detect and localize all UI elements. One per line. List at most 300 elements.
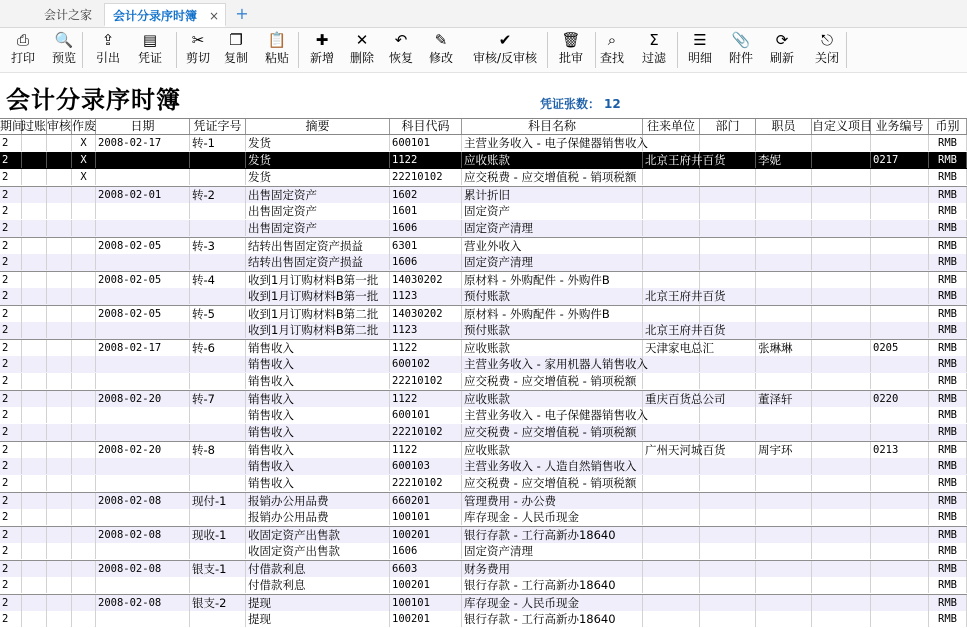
table-cell: 收到1月订购材料B第二批 bbox=[246, 322, 390, 338]
table-cell: 2 bbox=[0, 577, 22, 593]
table-cell bbox=[47, 595, 72, 611]
toolbar-button-2[interactable] bbox=[88, 30, 128, 70]
table-cell bbox=[643, 407, 700, 423]
table-cell: 出售固定资产 bbox=[246, 220, 390, 236]
table-cell: 北京王府井百货 bbox=[645, 323, 726, 337]
column-header[interactable]: 科目代码 bbox=[390, 119, 462, 134]
table-cell: 14030202 bbox=[390, 306, 462, 322]
table-cell: 2008-02-17 bbox=[96, 135, 190, 151]
table-cell: 1122 bbox=[390, 391, 462, 407]
table-cell bbox=[756, 493, 812, 509]
table-cell: 报销办公用品费 bbox=[246, 493, 390, 509]
toolbar-button-label: 附件 bbox=[728, 51, 753, 65]
table-cell bbox=[72, 561, 96, 577]
table-cell bbox=[47, 254, 72, 270]
table-row[interactable] bbox=[0, 135, 967, 152]
add-tab-icon[interactable]: + bbox=[235, 4, 249, 23]
toolbar-button-18[interactable] bbox=[802, 30, 852, 70]
table-cell bbox=[812, 595, 871, 611]
table-cell: 22210102 bbox=[390, 424, 462, 440]
table-row[interactable] bbox=[0, 220, 967, 237]
tab-close-icon[interactable]: × bbox=[208, 9, 219, 23]
printer-icon: ⎙ bbox=[16, 31, 29, 49]
table-cell bbox=[22, 424, 47, 440]
table-cell bbox=[47, 543, 72, 559]
table-cell bbox=[22, 306, 47, 322]
table-row[interactable] bbox=[0, 339, 967, 356]
column-header[interactable]: 作废 bbox=[72, 119, 97, 133]
table-cell: 主营业务收入 - 电子保健器销售收入 bbox=[464, 136, 648, 150]
table-cell: 转-3 bbox=[190, 238, 246, 254]
table-cell: RMB bbox=[929, 306, 967, 322]
toolbar-button-label: 批审 bbox=[558, 51, 583, 65]
table-cell bbox=[756, 543, 812, 559]
table-cell: 付借款利息 bbox=[246, 561, 390, 577]
table-cell: 22210102 bbox=[390, 169, 462, 185]
table-cell bbox=[72, 527, 96, 543]
table-cell bbox=[190, 509, 246, 525]
table-cell bbox=[812, 543, 871, 559]
table-cell bbox=[643, 509, 700, 525]
table-cell bbox=[47, 306, 72, 322]
toolbar-button-1[interactable] bbox=[42, 30, 86, 70]
table-cell: 2008-02-20 bbox=[96, 391, 190, 407]
table-cell bbox=[72, 238, 96, 254]
toolbar-button-label: 明细 bbox=[687, 51, 712, 65]
table-cell bbox=[22, 238, 47, 254]
table-cell bbox=[871, 254, 929, 270]
table-row[interactable] bbox=[0, 322, 967, 339]
table-cell bbox=[756, 475, 812, 491]
table-cell bbox=[72, 442, 96, 458]
table-cell bbox=[700, 254, 756, 270]
toolbar-button-label: 复制 bbox=[223, 51, 248, 65]
table-cell: 库存现金 - 人民币现金 bbox=[462, 595, 643, 611]
toolbar bbox=[0, 28, 967, 73]
column-header[interactable]: 业务编号 bbox=[871, 119, 929, 134]
table-cell bbox=[96, 611, 190, 627]
toolbar-button-label: 剪切 bbox=[185, 51, 210, 65]
table-cell: 北京王府井百货 bbox=[645, 289, 726, 303]
table-cell: 2 bbox=[0, 458, 22, 474]
table-cell bbox=[96, 288, 190, 304]
table-cell: 2 bbox=[0, 493, 22, 509]
table-cell bbox=[22, 458, 47, 474]
table-cell: RMB bbox=[929, 169, 967, 185]
table-cell: 出售固定资产 bbox=[246, 187, 390, 203]
table-cell: 原材料 - 外购配件 - 外购件B bbox=[462, 306, 643, 322]
table-cell bbox=[756, 458, 812, 474]
toolbar-button-4[interactable] bbox=[180, 30, 216, 70]
table-cell bbox=[756, 288, 812, 304]
table-cell bbox=[871, 187, 929, 203]
table-cell: 2008-02-05 bbox=[96, 272, 190, 288]
table-cell bbox=[22, 407, 47, 423]
table-cell bbox=[871, 527, 929, 543]
table-cell bbox=[643, 424, 700, 440]
table-cell bbox=[756, 577, 812, 593]
table-cell bbox=[22, 391, 47, 407]
table-cell bbox=[643, 561, 700, 577]
table-cell bbox=[96, 543, 190, 559]
table-cell bbox=[812, 611, 871, 627]
table-cell: 银支-2 bbox=[190, 595, 246, 611]
table-cell: 主营业务收入 - 家用机器人销售收入 bbox=[464, 357, 648, 371]
table-cell bbox=[643, 527, 700, 543]
table-cell bbox=[72, 187, 96, 203]
tab-journal-register[interactable] bbox=[104, 3, 226, 27]
table-row[interactable] bbox=[0, 560, 967, 577]
audit-button[interactable] bbox=[466, 30, 544, 70]
table-cell bbox=[190, 288, 246, 304]
table-cell: 2 bbox=[0, 135, 22, 151]
table-cell bbox=[812, 238, 871, 254]
table-cell: 管理费用 - 办公费 bbox=[462, 493, 643, 509]
table-cell bbox=[812, 272, 871, 288]
toolbar-button-5[interactable] bbox=[216, 30, 256, 70]
table-row[interactable] bbox=[0, 543, 967, 560]
table-cell bbox=[871, 475, 929, 491]
table-cell bbox=[700, 373, 756, 389]
table-cell: 收固定资产出售款 bbox=[246, 527, 390, 543]
table-cell: RMB bbox=[929, 561, 967, 577]
table-cell bbox=[22, 187, 47, 203]
toolbar-separator bbox=[82, 32, 83, 68]
table-row[interactable] bbox=[0, 186, 967, 203]
voucher-count-value: 12 bbox=[604, 97, 621, 111]
table-cell bbox=[812, 254, 871, 270]
table-cell: 2008-02-01 bbox=[96, 187, 190, 203]
table-cell: 600101 bbox=[390, 407, 462, 423]
column-header[interactable]: 往来单位 bbox=[643, 119, 700, 134]
table-cell: 2 bbox=[0, 322, 22, 338]
table-cell bbox=[47, 135, 72, 151]
table-cell: 应收账款 bbox=[462, 152, 643, 168]
table-row[interactable] bbox=[0, 424, 967, 441]
table-cell bbox=[812, 340, 871, 356]
table-cell bbox=[22, 611, 47, 627]
table-cell bbox=[72, 493, 96, 509]
table-cell: 100101 bbox=[390, 509, 462, 525]
toolbar-button-16[interactable] bbox=[720, 30, 762, 70]
table-cell: 北京王府井百货 bbox=[645, 153, 726, 167]
table-cell bbox=[22, 373, 47, 389]
delete-icon: ✕ bbox=[355, 31, 369, 49]
table-cell bbox=[47, 561, 72, 577]
table-cell bbox=[812, 442, 871, 458]
table-cell: 2 bbox=[0, 272, 22, 288]
table-cell: 现收-1 bbox=[190, 527, 246, 543]
table-cell bbox=[643, 187, 700, 203]
table-cell bbox=[812, 135, 871, 151]
table-cell: 广州天河城百货 bbox=[645, 443, 726, 457]
toolbar-button-10[interactable] bbox=[420, 30, 462, 70]
table-cell: 1122 bbox=[390, 152, 462, 168]
table-cell bbox=[812, 169, 871, 185]
table-cell: 2008-02-05 bbox=[96, 306, 190, 322]
table-row[interactable] bbox=[0, 271, 967, 288]
table-cell bbox=[47, 220, 72, 236]
table-cell bbox=[72, 288, 96, 304]
scissors-icon: ✂ bbox=[191, 31, 205, 49]
table-cell bbox=[96, 152, 190, 168]
table-row[interactable] bbox=[0, 390, 967, 407]
toolbar-button-3[interactable] bbox=[130, 30, 170, 70]
toolbar-button-8[interactable] bbox=[342, 30, 382, 70]
table-cell: 2 bbox=[0, 187, 22, 203]
table-cell: 重庆百货总公司 bbox=[645, 392, 726, 406]
table-cell bbox=[47, 577, 72, 593]
table-cell bbox=[643, 595, 700, 611]
table-row[interactable] bbox=[0, 458, 967, 475]
table-cell bbox=[190, 424, 246, 440]
table-cell bbox=[700, 322, 756, 338]
table-cell bbox=[871, 356, 929, 372]
table-cell bbox=[643, 356, 700, 372]
table-cell: 银支-1 bbox=[190, 561, 246, 577]
table-cell bbox=[812, 322, 871, 338]
table-cell bbox=[72, 595, 96, 611]
table-cell: RMB bbox=[929, 458, 967, 474]
table-cell bbox=[812, 475, 871, 491]
table-cell bbox=[190, 220, 246, 236]
tab-bar bbox=[0, 0, 967, 28]
table-row[interactable] bbox=[0, 577, 967, 594]
table-row[interactable] bbox=[0, 526, 967, 543]
table-cell: X bbox=[72, 169, 96, 185]
table-cell bbox=[47, 288, 72, 304]
table-cell bbox=[700, 475, 756, 491]
table-cell bbox=[47, 340, 72, 356]
table-cell: RMB bbox=[929, 187, 967, 203]
table-cell: X bbox=[72, 135, 96, 151]
table-cell bbox=[643, 203, 700, 219]
column-header[interactable]: 期间 bbox=[0, 119, 25, 133]
table-cell bbox=[96, 254, 190, 270]
table-cell bbox=[700, 509, 756, 525]
table-cell bbox=[96, 424, 190, 440]
table-cell: 李妮 bbox=[756, 152, 812, 168]
table-cell bbox=[190, 322, 246, 338]
toolbar-button-label: 引出 bbox=[95, 51, 120, 65]
toolbar-button-0[interactable] bbox=[4, 30, 42, 70]
toolbar-button-15[interactable] bbox=[680, 30, 720, 70]
copy-icon: ❐ bbox=[229, 31, 243, 49]
table-cell: 财务费用 bbox=[462, 561, 643, 577]
table-cell bbox=[643, 254, 700, 270]
toolbar-button-label: 修改 bbox=[428, 51, 453, 65]
table-cell bbox=[72, 577, 96, 593]
table-row[interactable] bbox=[0, 441, 967, 458]
table-cell bbox=[72, 391, 96, 407]
table-cell: 2 bbox=[0, 407, 22, 423]
table-cell bbox=[812, 187, 871, 203]
table-cell bbox=[72, 424, 96, 440]
table-row[interactable] bbox=[0, 356, 967, 373]
table-cell: 收到1月订购材料B第一批 bbox=[246, 288, 390, 304]
table-cell bbox=[756, 595, 812, 611]
table-cell: 结转出售固定资产损益 bbox=[246, 238, 390, 254]
table-cell bbox=[643, 611, 700, 627]
table-row[interactable] bbox=[0, 203, 967, 220]
table-cell: 应交税费 - 应交增值税 - 销项税额 bbox=[462, 475, 643, 491]
column-header[interactable]: 科目名称 bbox=[462, 119, 643, 134]
table-cell bbox=[72, 611, 96, 627]
table-row[interactable] bbox=[0, 594, 967, 611]
toolbar-button-label: 恢复 bbox=[388, 51, 413, 65]
table-cell bbox=[72, 356, 96, 372]
table-cell: 6603 bbox=[390, 561, 462, 577]
table-row[interactable] bbox=[0, 407, 967, 424]
table-cell bbox=[47, 169, 72, 185]
table-cell: 1606 bbox=[390, 254, 462, 270]
toolbar-button-6[interactable] bbox=[256, 30, 298, 70]
table-cell: 2008-02-20 bbox=[96, 442, 190, 458]
table-cell bbox=[756, 220, 812, 236]
table-cell bbox=[47, 391, 72, 407]
table-cell: 销售收入 bbox=[246, 391, 390, 407]
table-cell: 转-6 bbox=[190, 340, 246, 356]
table-cell: RMB bbox=[929, 220, 967, 236]
table-cell bbox=[700, 203, 756, 219]
table-cell bbox=[812, 527, 871, 543]
table-cell bbox=[643, 220, 700, 236]
table-cell bbox=[871, 493, 929, 509]
table-cell: 22210102 bbox=[390, 475, 462, 491]
table-cell: 2008-02-08 bbox=[96, 595, 190, 611]
table-cell bbox=[700, 561, 756, 577]
column-header[interactable]: 凭证字号 bbox=[190, 119, 246, 134]
toolbar-button-7[interactable] bbox=[302, 30, 342, 70]
table-row[interactable] bbox=[0, 373, 967, 390]
table-cell: 2 bbox=[0, 152, 22, 168]
table-cell bbox=[96, 407, 190, 423]
table-cell: 2 bbox=[0, 169, 22, 185]
table-cell bbox=[22, 152, 47, 168]
table-cell: RMB bbox=[929, 611, 967, 627]
column-header[interactable]: 部门 bbox=[700, 119, 756, 134]
toolbar-button-9[interactable] bbox=[382, 30, 420, 70]
table-cell: 收到1月订购材料B第一批 bbox=[246, 272, 390, 288]
column-header[interactable]: 审核 bbox=[47, 119, 72, 133]
export-icon: ⇪ bbox=[101, 31, 115, 49]
column-header[interactable]: 自定义项目 bbox=[812, 119, 873, 133]
edit-icon: ✎ bbox=[434, 31, 448, 49]
toolbar-button-14[interactable] bbox=[632, 30, 676, 70]
column-header[interactable]: 币别 bbox=[929, 119, 967, 134]
table-cell: 主营业务收入 - 电子保健器销售收入 bbox=[464, 408, 648, 422]
table-cell bbox=[812, 391, 871, 407]
table-cell bbox=[871, 272, 929, 288]
table-cell: 600102 bbox=[390, 356, 462, 372]
toolbar-button-13[interactable] bbox=[592, 30, 632, 70]
table-cell: 1602 bbox=[390, 187, 462, 203]
table-row[interactable] bbox=[0, 254, 967, 271]
table-cell: RMB bbox=[929, 272, 967, 288]
table-cell: 2 bbox=[0, 238, 22, 254]
table-cell bbox=[871, 611, 929, 627]
batch-audit-icon: 🗑 bbox=[561, 31, 581, 49]
table-cell bbox=[22, 475, 47, 491]
tab-accounting-home[interactable]: 会计之家 bbox=[43, 8, 92, 22]
table-cell bbox=[812, 458, 871, 474]
table-cell bbox=[756, 203, 812, 219]
filter-icon: Σ bbox=[649, 31, 659, 49]
table-cell bbox=[47, 611, 72, 627]
toolbar-button-label: 新增 bbox=[309, 51, 334, 65]
column-header[interactable]: 日期 bbox=[96, 119, 190, 134]
table-cell bbox=[22, 543, 47, 559]
table-cell: RMB bbox=[929, 424, 967, 440]
table-row[interactable] bbox=[0, 509, 967, 526]
table-cell bbox=[72, 543, 96, 559]
table-cell bbox=[190, 203, 246, 219]
table-cell bbox=[871, 288, 929, 304]
voucher-count bbox=[540, 95, 621, 112]
table-cell bbox=[812, 220, 871, 236]
table-cell bbox=[47, 373, 72, 389]
table-row[interactable] bbox=[0, 152, 967, 169]
voucher-icon: ▤ bbox=[142, 31, 158, 49]
table-cell: 2 bbox=[0, 356, 22, 372]
table-cell bbox=[72, 475, 96, 491]
table-cell bbox=[812, 288, 871, 304]
table-row[interactable] bbox=[0, 475, 967, 492]
table-row[interactable] bbox=[0, 288, 967, 305]
table-row[interactable] bbox=[0, 237, 967, 254]
restore-icon: ↶ bbox=[394, 31, 408, 49]
table-cell: RMB bbox=[929, 543, 967, 559]
table-cell: 报销办公用品费 bbox=[246, 509, 390, 525]
table-cell bbox=[871, 424, 929, 440]
table-cell bbox=[47, 407, 72, 423]
table-cell: 天津家电总汇 bbox=[645, 341, 714, 355]
table-cell bbox=[756, 509, 812, 525]
column-header[interactable]: 摘要 bbox=[246, 119, 390, 134]
toolbar-button-label: 查找 bbox=[599, 51, 624, 65]
page-title: 会计分录序时簿 bbox=[6, 85, 181, 114]
table-cell bbox=[700, 152, 756, 168]
table-row[interactable] bbox=[0, 169, 967, 186]
table-cell bbox=[871, 220, 929, 236]
table-cell: RMB bbox=[929, 356, 967, 372]
table-cell: 600101 bbox=[390, 135, 462, 151]
table-cell bbox=[190, 407, 246, 423]
table-cell bbox=[47, 424, 72, 440]
preview-icon: 🔍 bbox=[54, 31, 74, 49]
table-cell: 发货 bbox=[246, 152, 390, 168]
table-row[interactable] bbox=[0, 492, 967, 509]
table-cell bbox=[700, 187, 756, 203]
table-cell bbox=[190, 543, 246, 559]
toolbar-button-17[interactable] bbox=[760, 30, 804, 70]
column-header[interactable]: 过账 bbox=[22, 119, 47, 133]
table-cell bbox=[756, 424, 812, 440]
table-cell: 2 bbox=[0, 373, 22, 389]
table-cell bbox=[22, 509, 47, 525]
table-cell bbox=[72, 254, 96, 270]
table-row[interactable] bbox=[0, 305, 967, 322]
voucher-count-label: 凭证张数： bbox=[540, 97, 601, 111]
table-row[interactable] bbox=[0, 611, 967, 628]
table-cell: 销售收入 bbox=[246, 373, 390, 389]
toolbar-button-12[interactable] bbox=[550, 30, 592, 70]
table-cell bbox=[96, 169, 190, 185]
table-cell: 转-4 bbox=[190, 272, 246, 288]
table-cell: RMB bbox=[929, 527, 967, 543]
column-header[interactable]: 职员 bbox=[756, 119, 812, 134]
table-cell: RMB bbox=[929, 595, 967, 611]
